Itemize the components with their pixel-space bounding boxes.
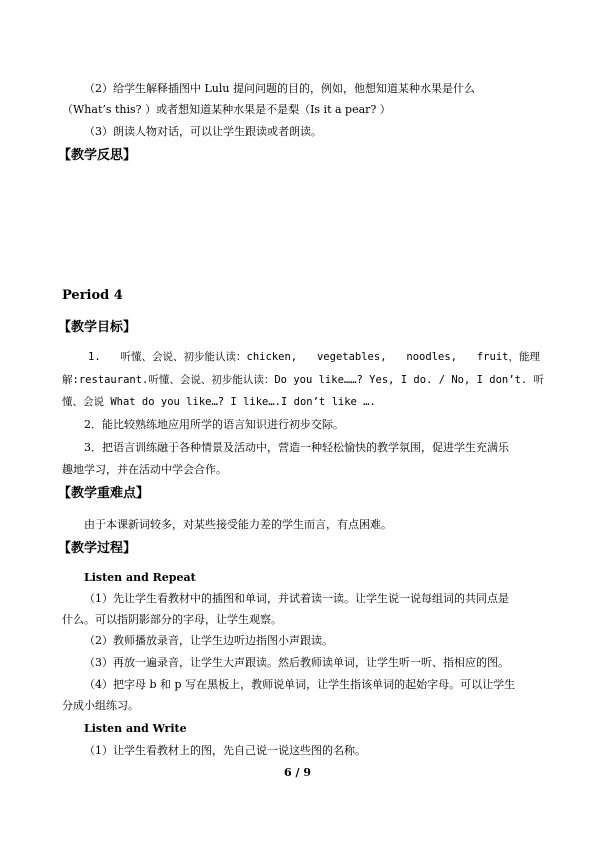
paragraph-line: （2）给学生解释插图中 Lulu 提问问题的目的，例如，他想知道某种水果是什么: [84, 82, 475, 95]
section-heading-objectives: 【教学目标】: [58, 320, 137, 335]
objective-item-3-line-1: 3．把语言训练融于各种情景及活动中，营造一种轻松愉快的教学氛围，促进学生充满乐: [84, 441, 509, 454]
paragraph-line: （What’s this? ）或者想知道某种水果是不是梨（Is it a pear? ）: [62, 103, 391, 116]
step-4-line-2: 分成小组练习。: [62, 699, 139, 712]
section-heading-difficulties: 【教学重难点】: [58, 486, 150, 501]
step-1-line-2: 什么。可以指阴影部分的字母，让学生观察。: [62, 613, 282, 626]
text-fragment: noodles,: [406, 351, 457, 363]
step-3: （3）再放一遍录音，让学生大声跟读。然后教师读单词，让学生听一听、指相应的图。: [84, 656, 509, 669]
step-4-line-1: （4）把字母 b 和 p 写在黑板上，教师说单词，让学生指该单词的起始字母。可以让学生: [84, 678, 516, 691]
objective-item-3-line-2: 趣地学习，并在活动中学会合作。: [62, 463, 227, 476]
text-fragment: fruit，能理: [476, 351, 540, 363]
objective-item-1-line-3: 懂、会说 What do you like…? I like….I don’t like ….: [62, 396, 376, 408]
objective-item-1-line-1: [88, 350, 540, 364]
objective-item-1-line-2: 解:restaurant.听懂、会说、初步能认读：Do you like……? Yes, I do. / No, I don’t. 听: [62, 374, 545, 386]
section-heading-reflection: 【教学反思】: [58, 148, 137, 163]
step-2: （2）教师播放录音，让学生边听边指图小声跟读。: [84, 634, 333, 647]
page-number: 6 / 9: [284, 766, 311, 779]
objective-item-2: 2．能比较熟练地应用所学的语言知识进行初步交际。: [84, 418, 344, 431]
subsection-title-listen-write: Listen and Write: [84, 722, 187, 735]
write-step-1: （1）让学生看教材上的图，先自己说一说这些图的名称。: [84, 744, 366, 757]
period-title: Period 4: [62, 288, 123, 303]
subsection-title-listen-repeat: Listen and Repeat: [84, 571, 196, 584]
section-heading-process: 【教学过程】: [58, 541, 137, 556]
text-fragment: 听懂、会说、初步能认读：chicken,: [120, 351, 298, 363]
difficulties-text: 由于本课新词较多，对某些接受能力差的学生而言，有点困难。: [84, 518, 392, 531]
text-fragment: vegetables,: [316, 351, 387, 363]
step-1-line-1: （1）先让学生看教材中的插图和单词，并试着读一读。让学生说一说每组词的共同点是: [84, 592, 509, 605]
paragraph-line: （3）朗读人物对话，可以让学生跟读或者朗读。: [84, 125, 322, 138]
text-fragment: 1.: [88, 351, 101, 363]
